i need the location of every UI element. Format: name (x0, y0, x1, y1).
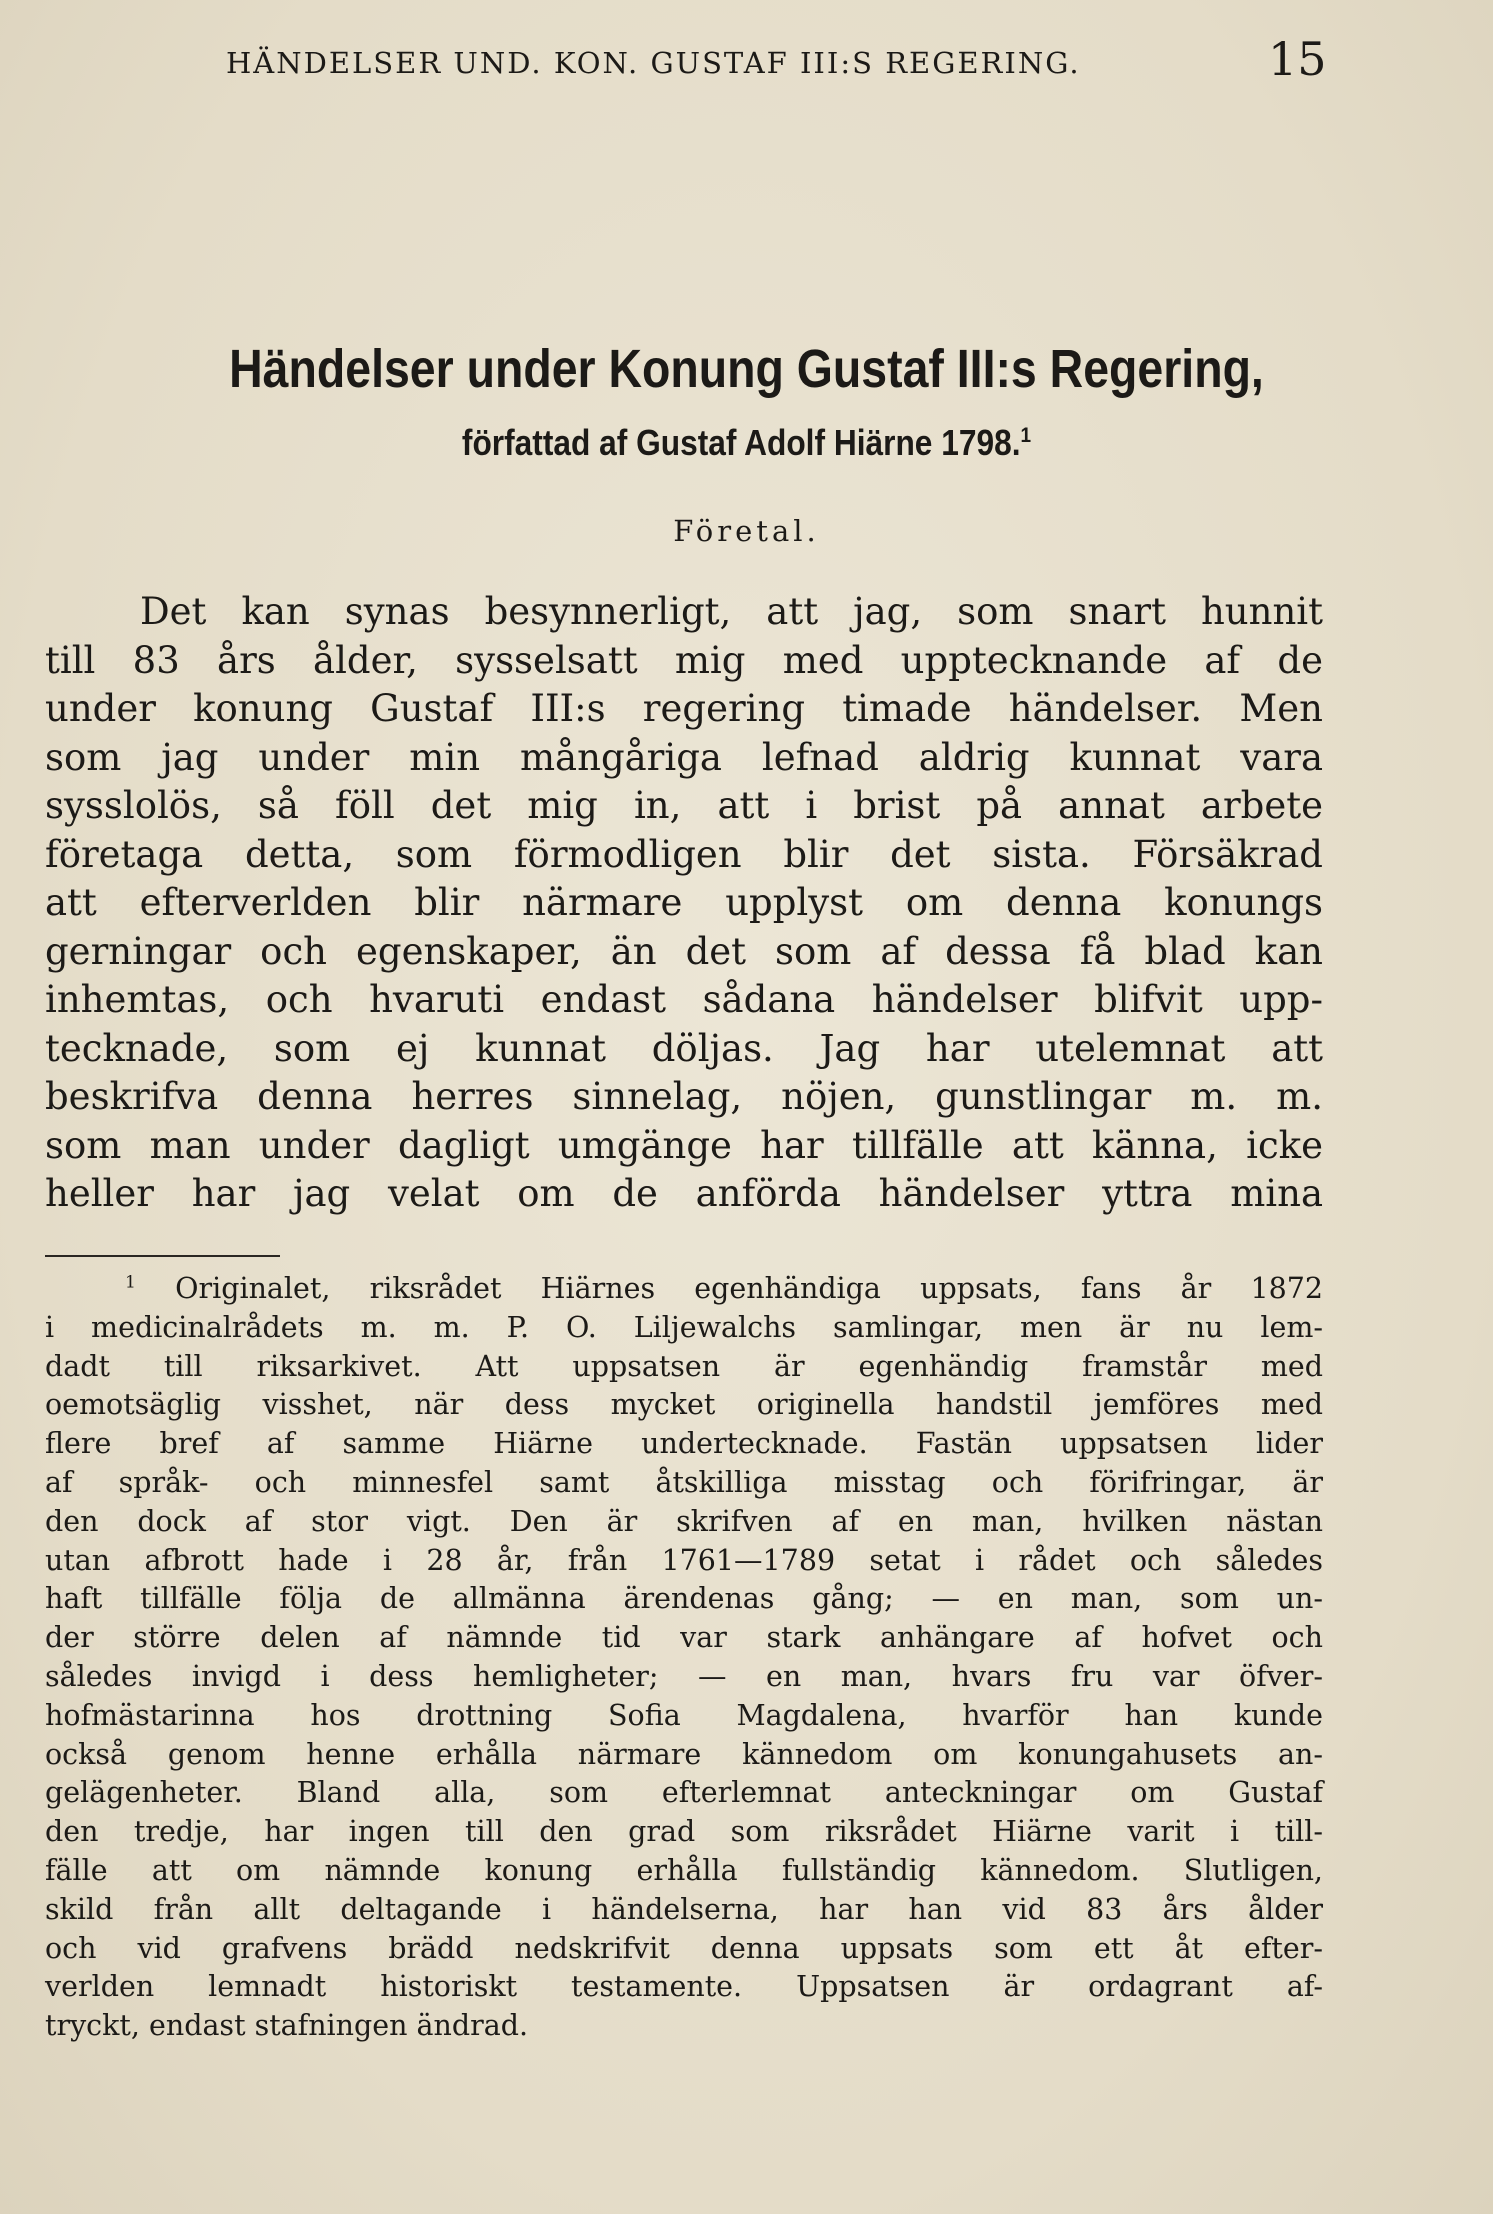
body-line: tecknade, som ej kunnat döljas. Jag har utelemnat att (45, 1026, 1323, 1070)
body-line: beskrifva denna herres sinnelag, nöjen, gunstlingar m. m. (45, 1075, 1323, 1118)
footnote-line: i medicinalrådets m. m. P. O. Liljewalchs samlingar, men är nu lem- (45, 1310, 1323, 1344)
footnote-line: den dock af stor vigt. Den är skrifven af en man, hvilken nästan (45, 1504, 1323, 1538)
footnote-line: dadt till riksarkivet. Att uppsatsen är egenhändig framstår med (45, 1349, 1323, 1383)
body-line: som man under dagligt umgänge har tillfälle att känna, icke (45, 1123, 1323, 1167)
footnote-line: utan afbrott hade i 28 år, från 1761—1789 setat i rådet och således (45, 1543, 1323, 1577)
body-line: som jag under min mångåriga lefnad aldrig kunnat vara (45, 735, 1323, 779)
body-line: att efterverlden blir närmare upplyst om denna konungs (45, 881, 1323, 924)
subtitle-text: författad af Gustaf Adolf Hiärne 1798. (461, 422, 1021, 463)
body-line: inhemtas, och hvaruti endast sådana händelser blifvit upp- (45, 978, 1323, 1021)
footnote-line: således invigd i dess hemligheter; — en man, hvars fru var öfver- (45, 1659, 1323, 1693)
footnote-first-line-text: Originalet, riksrådet Hiärnes egenhändiga uppsats, fans år 1872 (175, 1272, 1324, 1305)
footnote-line: också genom henne erhålla närmare kännedom om konungahusets an- (45, 1737, 1323, 1771)
footnote-line: gelägenheter. Bland alla, som efterlemnat anteckningar om Gustaf (45, 1776, 1323, 1810)
footnote-line: af språk- och minnesfel samt åtskilliga misstag och förifringar, är (45, 1465, 1323, 1499)
section-heading: Företal. (673, 514, 820, 548)
body-line: Det kan synas besynnerligt, att jag, som snart hunnit (140, 590, 1323, 633)
footnote-line: hofmästarinna hos drottning Sofia Magdalena, hvarför han kunde (45, 1698, 1323, 1732)
body-text (45, 588, 1323, 1219)
chapter-title: Händelser under Konung Gustaf III:s Regering, (229, 339, 1264, 399)
footnote-line (45, 1270, 1323, 1309)
footnote-line: och vid grafvens brädd nedskrifvit denna uppsats som ett åt efter- (45, 1931, 1323, 1965)
chapter-subtitle (90, 422, 1404, 464)
running-head-title: HÄNDELSER UND. KON. GUSTAF III:S REGERING. (226, 46, 1081, 80)
body-line: företaga detta, som förmodligen blir det sista. Försäkrad (45, 832, 1323, 876)
footnote-line: oemotsäglig visshet, när dess mycket originella handstil jemföres med (45, 1388, 1323, 1422)
footnote-divider (45, 1255, 280, 1257)
footnote-reference[interactable]: 1 (1020, 422, 1032, 447)
footnote-line: der större delen af nämnde tid var stark anhängare af hofvet och (45, 1621, 1323, 1655)
running-head (0, 32, 1493, 88)
body-line: sysslolös, så föll det mig in, att i brist på annat arbete (45, 784, 1323, 827)
footnote-line: haft tillfälle följa de allmänna ärendenas gång; — en man, som un- (45, 1582, 1323, 1616)
footnote-mark: 1 (125, 1272, 136, 1293)
body-line: till 83 års ålder, sysselsatt mig med upptecknande af de (45, 638, 1323, 682)
footnote-line: skild från allt deltagande i händelserna, har han vid 83 års ålder (45, 1892, 1323, 1926)
body-line: gerningar och egenskaper, än det som af dessa få blad kan (45, 929, 1323, 973)
footnote-line: den tredje, har ingen till den grad som riksrådet Hiärne varit i till- (45, 1815, 1323, 1849)
footnote (45, 1270, 1323, 2046)
footnote-line: flere bref af samme Hiärne undertecknade. Fastän uppsatsen lider (45, 1427, 1323, 1461)
page-number: 15 (1268, 32, 1327, 86)
body-line: under konung Gustaf III:s regering timade händelser. Men (45, 687, 1323, 730)
footnote-line: fälle att om nämnde konung erhålla fullständig kännedom. Slutligen, (45, 1853, 1323, 1887)
footnote-line: tryckt, endast stafningen ändrad. (45, 2009, 529, 2043)
footnote-line: verlden lemnadt historiskt testamente. Uppsatsen är ordagrant af- (45, 1970, 1323, 2004)
body-line: heller har jag velat om de anförda händelser yttra mina (45, 1172, 1323, 1215)
